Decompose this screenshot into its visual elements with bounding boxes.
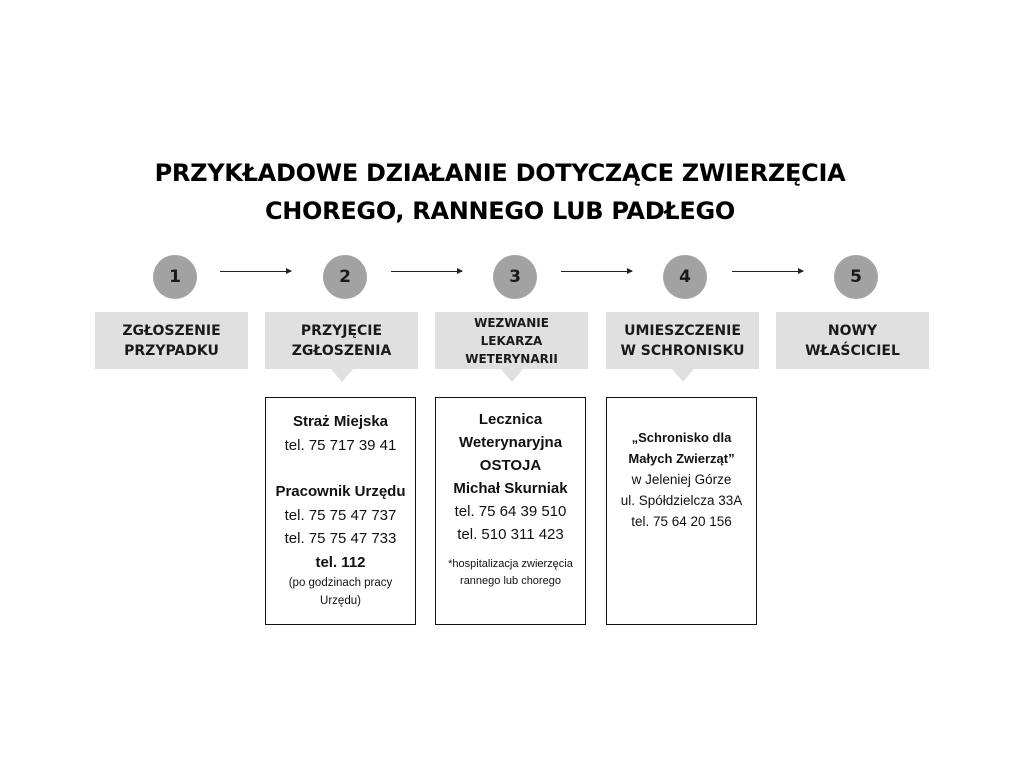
contacts-box	[265, 397, 416, 625]
clinic-name-line: Lecznica	[478, 411, 543, 428]
step-3-label	[435, 312, 588, 369]
step-3-label-line: WEZWANIE	[474, 315, 549, 330]
step-2-label	[265, 312, 418, 369]
step-5-number: 5	[834, 255, 878, 299]
step-2-label-line: ZGŁOSZENIA	[291, 342, 392, 359]
title-line-1: PRZYKŁADOWE DZIAŁANIE DOTYCZĄCE ZWIERZĘCIA	[154, 159, 846, 187]
step-3-label-line: WETERYNARII	[465, 351, 558, 366]
clinic-name-line: OSTOJA	[479, 457, 542, 474]
hospitalization-note: rannego lub chorego	[460, 575, 561, 587]
clinic-doctor: Michał Skurniak	[453, 480, 568, 497]
urzad-phone-2: tel. 75 75 47 733	[284, 530, 397, 547]
shelter-city: w Jeleniej Górze	[631, 472, 732, 487]
after-hours-note: (po godzinach pracy	[288, 577, 393, 589]
straz-miejska-phone: tel. 75 717 39 41	[284, 436, 397, 454]
title-line-2: CHOREGO, RANNEGO LUB PADŁEGO	[264, 197, 736, 225]
step-5-label	[776, 312, 929, 369]
vet-clinic-box	[435, 397, 586, 625]
step-1-label-line: PRZYPADKU	[124, 342, 219, 359]
straz-miejska-name: Straż Miejska	[292, 413, 389, 430]
urzad-name: Pracownik Urzędu	[275, 483, 406, 500]
step-4-label	[606, 312, 759, 369]
step-3-number: 3	[493, 255, 537, 299]
step-5-label-line: NOWY	[827, 322, 878, 339]
arrow-4-to-5	[732, 271, 803, 272]
clinic-name-line: Weterynaryjna	[458, 434, 563, 451]
step-4-label-line: UMIESZCZENIE	[624, 322, 741, 339]
arrow-3-to-4	[561, 271, 632, 272]
shelter-box	[606, 397, 757, 625]
clinic-phone-2: tel. 510 311 423	[457, 526, 564, 543]
step-2-number: 2	[323, 255, 367, 299]
shelter-name-line: „Schronisko dla	[631, 430, 732, 445]
shelter-street: ul. Spółdzielcza 33A	[620, 493, 743, 508]
step-4-number: 4	[663, 255, 707, 299]
arrow-1-to-2	[220, 271, 291, 272]
step-2-label-line: PRZYJĘCIE	[300, 322, 383, 339]
after-hours-note: Urzędu)	[320, 595, 361, 607]
shelter-name-line: Małych Zwierząt”	[628, 451, 735, 466]
shelter-phone: tel. 75 64 20 156	[631, 514, 732, 529]
step-1-label	[95, 312, 248, 369]
emergency-phone: tel. 112	[315, 553, 366, 571]
step-5-label-line: WŁAŚCICIEL	[805, 342, 900, 359]
step-4-label-line: W SCHRONISKU	[620, 342, 745, 359]
hospitalization-note: *hospitalizacja zwierzęcia	[448, 558, 573, 570]
step-1-label-line: ZGŁOSZENIE	[122, 322, 221, 339]
urzad-phone-1: tel. 75 75 47 737	[284, 506, 397, 524]
clinic-phone-1: tel. 75 64 39 510	[454, 503, 567, 520]
step-1-number: 1	[153, 255, 197, 299]
step-3-label-line: LEKARZA	[480, 333, 543, 348]
arrow-2-to-3	[391, 271, 462, 272]
diagram-title	[112, 154, 888, 230]
